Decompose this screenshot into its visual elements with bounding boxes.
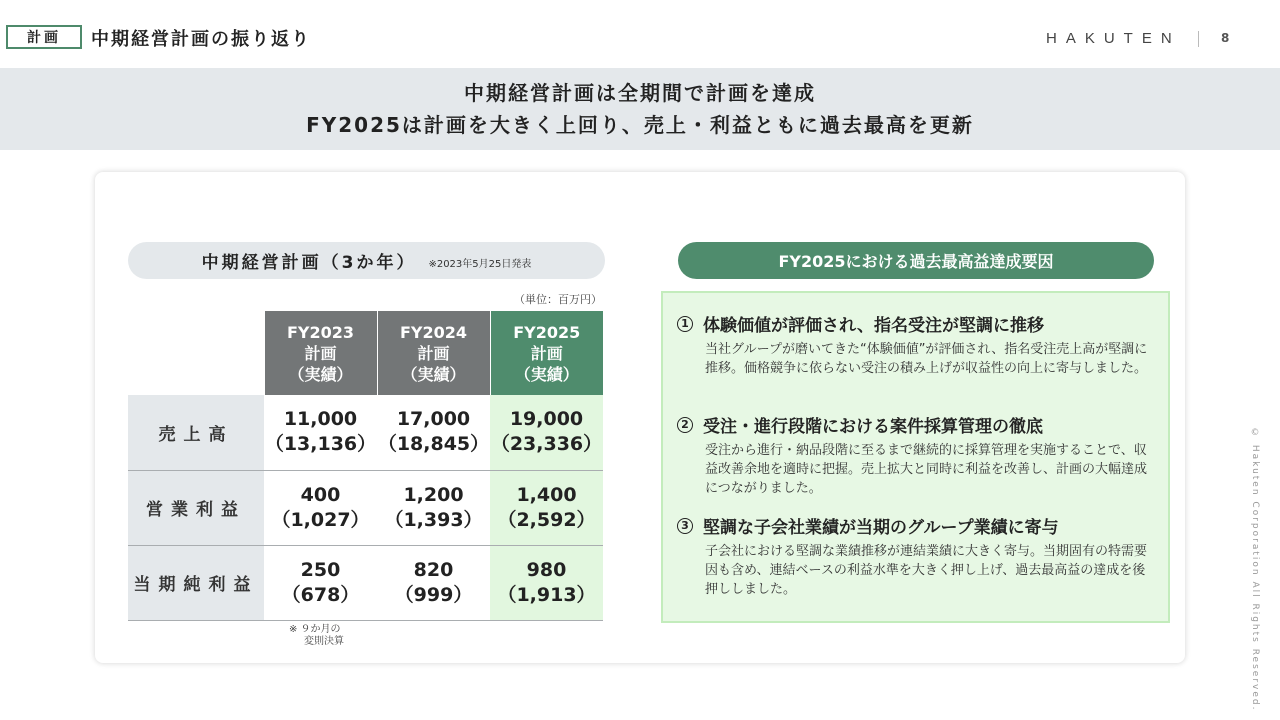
plan-title-pill xyxy=(128,242,605,279)
table-cell-highlight: 19,000 （23,336） xyxy=(490,395,603,470)
footnote-line: ※ ９か月の xyxy=(289,624,341,635)
headline-line-1: 中期経営計画は全期間で計画を達成 xyxy=(464,81,816,105)
column-year: FY2025 xyxy=(513,322,581,342)
column-sub: （実績） xyxy=(514,364,579,384)
header-divider xyxy=(1198,31,1199,47)
column-header-fy2023 xyxy=(264,311,377,395)
table-cell: 17,000 （18,845） xyxy=(377,395,490,470)
table-cell: 400 （1,027） xyxy=(264,470,377,545)
column-label: 計画 xyxy=(304,343,337,363)
factor-heading: 体験価値が評価され、指名受注が堅調に推移 xyxy=(703,316,1045,336)
headline-line-2: FY2025は計画を大きく上回り、売上・利益ともに過去最高を更新 xyxy=(306,113,974,137)
factor-body: 受注から進行・納品段階に至るまで継続的に採算管理を実施することで、収益改善余地を適時に把握。売上拡大と同時に利益を改善し、計画の大幅達成につながりました。 xyxy=(705,443,1148,496)
table-cell-highlight: 1,400 （2,592） xyxy=(490,470,603,545)
factor-body: 子会社における堅調な業績推移が連結業績に大きく寄与。当期固有の特需要因も含め、連結ベースの利益水準を大きく押し上げ、過去最高益の達成を後押ししました。 xyxy=(705,544,1148,597)
plan-announce-note: ※2023年5月25日発表 xyxy=(428,259,532,270)
copyright-notice: © Hakuten Corporation All Rights Reserved. xyxy=(1250,428,1260,712)
section-tag: 計画 xyxy=(6,25,82,49)
table-row xyxy=(128,545,603,620)
factor-item xyxy=(677,513,1157,599)
company-logo: HAKUTEN xyxy=(1046,30,1181,47)
column-header-fy2025 xyxy=(490,311,603,395)
row-label-sales: 売上高 xyxy=(128,395,264,470)
table-footnote xyxy=(289,624,344,648)
row-label-net-income: 当期純利益 xyxy=(128,545,264,620)
column-header-fy2024 xyxy=(377,311,490,395)
page-title: 中期経営計画の振り返り xyxy=(91,29,311,50)
column-year: FY2023 xyxy=(286,322,355,342)
plan-header-row xyxy=(128,311,603,395)
table-cell-highlight: 980 （1,913） xyxy=(490,545,603,620)
factor-body: 当社グループが磨いてきた“体験価値”が評価され、指名受注売上高が堅調に推移。価格競争に依らない受注の積み上げが収益性の向上に寄与しました。 xyxy=(705,342,1148,376)
headline-banner xyxy=(0,68,1280,150)
factors-box xyxy=(661,291,1170,623)
page-number: 8 xyxy=(1221,31,1230,45)
factor-heading: 受注・進行段階における案件採算管理の徹底 xyxy=(703,417,1043,437)
circled-number: 2 xyxy=(677,417,693,433)
column-label: 計画 xyxy=(417,343,450,363)
unit-label: （単位：百万円） xyxy=(514,293,602,306)
row-label-operating-profit: 営業利益 xyxy=(128,470,264,545)
factor-item xyxy=(677,412,1157,498)
factor-heading: 堅調な子会社業績が当期のグループ業績に寄与 xyxy=(703,518,1059,538)
table-row xyxy=(128,395,603,470)
footnote-line: 変則決算 xyxy=(304,636,344,647)
factors-title-pill: FY2025における過去最高益達成要因 xyxy=(678,242,1154,279)
column-label: 計画 xyxy=(530,343,563,363)
circled-number: 3 xyxy=(677,518,693,534)
plan-table xyxy=(128,311,603,621)
column-year: FY2024 xyxy=(399,322,468,342)
plan-title: 中期経営計画（3か年） xyxy=(201,253,417,273)
column-sub: （実績） xyxy=(401,364,466,384)
circled-number: 1 xyxy=(677,316,693,332)
table-cell: 1,200 （1,393） xyxy=(377,470,490,545)
table-cell: 250 （678） xyxy=(264,545,377,620)
table-cell: 11,000 （13,136） xyxy=(264,395,377,470)
factor-item xyxy=(677,311,1157,378)
table-row xyxy=(128,470,603,545)
table-cell: 820 （999） xyxy=(377,545,490,620)
header-blank-cell xyxy=(128,311,264,395)
column-sub: （実績） xyxy=(288,364,353,384)
